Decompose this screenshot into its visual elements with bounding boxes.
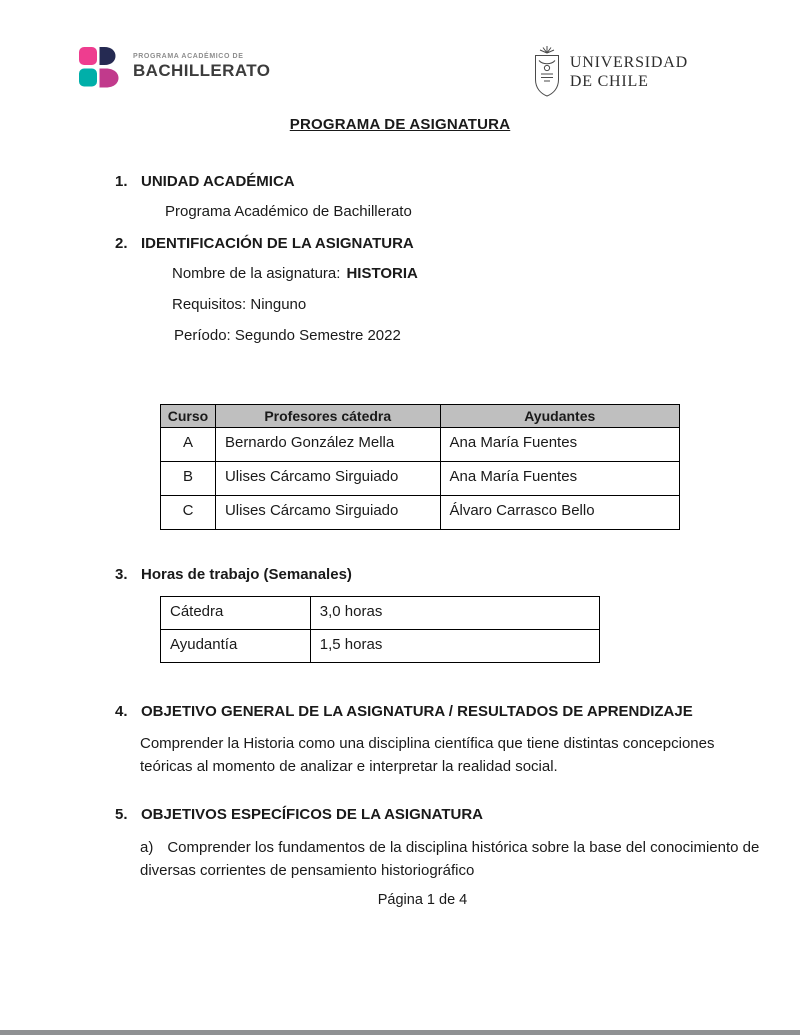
hours-type-cell: Ayudantía	[161, 630, 311, 663]
table-row	[161, 496, 680, 530]
course-table-header-profesores: Profesores cátedra	[215, 405, 440, 428]
course-cell: B	[161, 462, 216, 496]
section-5-number: 5.	[115, 806, 128, 823]
section-3-title: Horas de trabajo (Semanales)	[141, 566, 352, 583]
period-line: Período: Segundo Semestre 2022	[174, 327, 401, 344]
professor-cell: Ulises Cárcamo Sirguiado	[215, 496, 440, 530]
hours-type-cell: Cátedra	[161, 597, 311, 630]
assistant-cell: Ana María Fuentes	[440, 428, 680, 462]
page-number: Página 1 de 4	[377, 892, 468, 908]
bachillerato-logo-small-text: PROGRAMA ACADÉMICO DE	[133, 53, 244, 60]
professor-cell: Bernardo González Mella	[215, 428, 440, 462]
bachillerato-logo-big-text: BACHILLERATO	[133, 61, 271, 80]
table-row	[161, 597, 600, 630]
item-a-text: Comprender los fundamentos de la disciplina histórica sobre la base del conocimiento de diversas corrientes de pensamiento historiográfico	[140, 839, 760, 879]
course-table-header-row	[161, 405, 680, 428]
table-row	[161, 630, 600, 663]
hours-value-cell: 1,5 horas	[310, 630, 599, 663]
course-cell: A	[161, 428, 216, 462]
specific-objective-item-a	[140, 837, 790, 882]
item-a-marker: a)	[140, 839, 154, 856]
assistant-cell: Ana María Fuentes	[440, 462, 680, 496]
bachillerato-logo	[78, 46, 270, 88]
subject-name-line	[172, 265, 730, 282]
page-edge-divider	[0, 1030, 800, 1035]
course-table-header-curso: Curso	[161, 405, 216, 428]
section-3-number: 3.	[115, 566, 128, 583]
bachillerato-logo-text	[133, 53, 270, 81]
bachillerato-logo-icon	[78, 46, 124, 88]
section-4-number: 4.	[115, 703, 128, 720]
uchile-logo-text	[570, 53, 688, 91]
professor-cell: Ulises Cárcamo Sirguiado	[215, 462, 440, 496]
section-2-number: 2.	[115, 235, 128, 252]
section-2-title: IDENTIFICACIÓN DE LA ASIGNATURA	[141, 235, 414, 252]
section-1-heading	[115, 173, 730, 190]
uchile-crest-icon	[532, 46, 562, 98]
course-table-header-ayudantes: Ayudantes	[440, 405, 680, 428]
hours-value-cell: 3,0 horas	[310, 597, 599, 630]
document-title: PROGRAMA DE ASIGNATURA	[289, 116, 511, 133]
course-cell: C	[161, 496, 216, 530]
section-3-heading	[115, 566, 730, 583]
hours-table	[160, 596, 600, 663]
uchile-name-line1: UNIVERSIDAD	[569, 53, 688, 71]
section-2-heading	[115, 235, 730, 252]
table-row	[161, 462, 680, 496]
course-table	[160, 404, 680, 530]
assistant-cell: Álvaro Carrasco Bello	[440, 496, 680, 530]
section-4-heading	[115, 703, 730, 720]
document-header	[0, 0, 800, 100]
subject-name-value: HISTORIA	[346, 265, 418, 282]
section-4-title: OBJETIVO GENERAL DE LA ASIGNATURA / RESULTADOS DE APRENDIZAJE	[141, 703, 693, 720]
section-5-heading	[115, 806, 730, 823]
subject-name-label: Nombre de la asignatura:	[172, 265, 341, 282]
section-1-number: 1.	[115, 173, 128, 190]
section-5-title: OBJETIVOS ESPECÍFICOS DE LA ASIGNATURA	[141, 806, 483, 823]
table-row	[161, 428, 680, 462]
requirements-line: Requisitos: Ninguno	[172, 296, 307, 313]
uchile-name-line2: DE CHILE	[569, 73, 649, 90]
section-1-title: UNIDAD ACADÉMICA	[141, 173, 295, 190]
general-objective-text: Comprender la Historia como una disciplina científica que tiene distintas concepciones teóricas al momento de analizar e interpretar la realidad social.	[140, 735, 715, 775]
document-content	[0, 173, 800, 908]
section-1-body: Programa Académico de Bachillerato	[165, 203, 412, 220]
uchile-logo	[532, 46, 688, 98]
